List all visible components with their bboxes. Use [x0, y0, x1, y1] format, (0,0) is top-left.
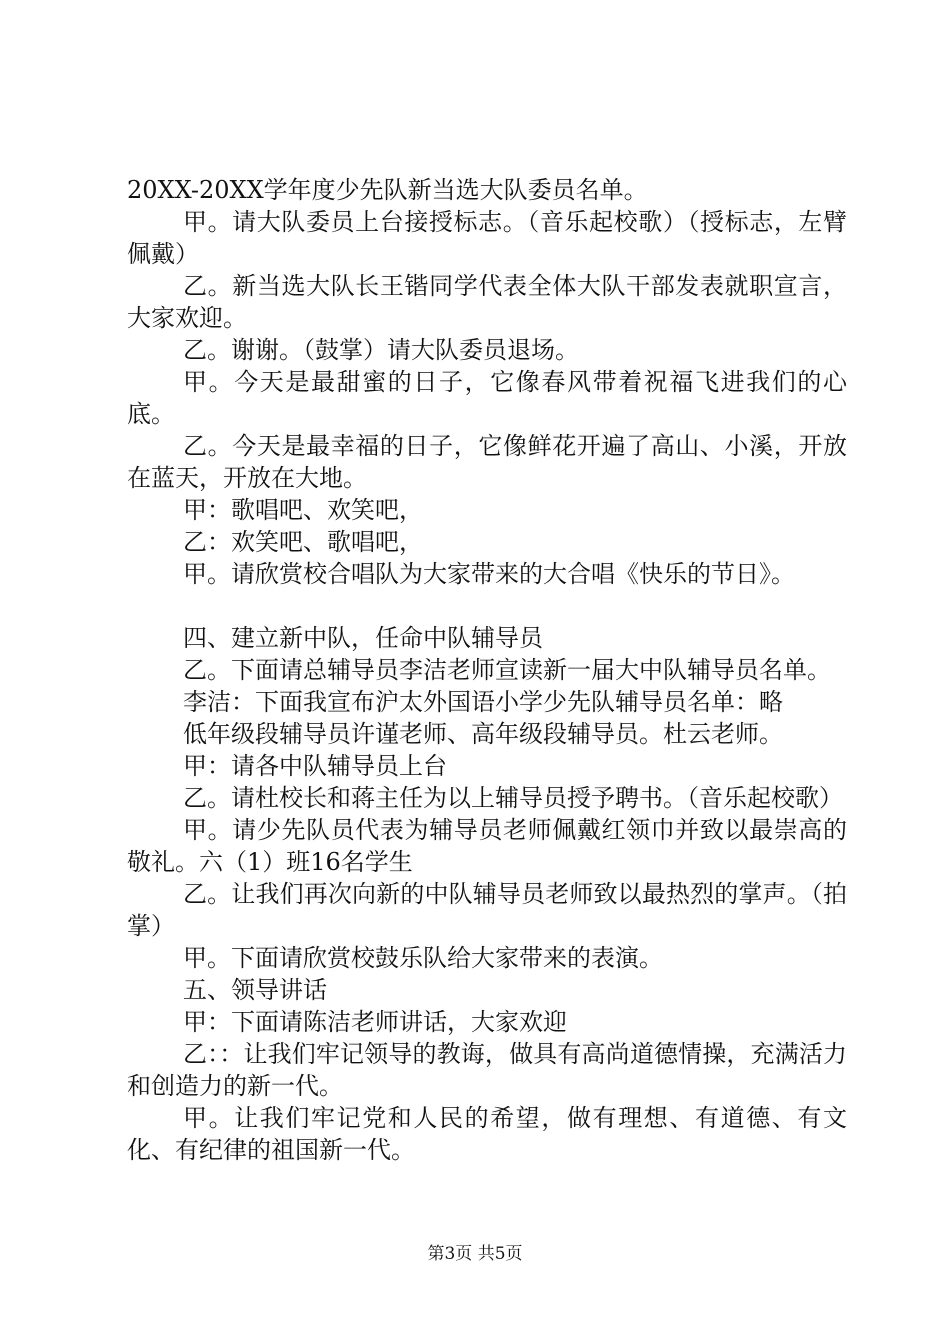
document-body [127, 174, 847, 1166]
paragraph: 乙。新当选大队长王锴同学代表全体大队干部发表就职宣言，大家欢迎。 [127, 272, 847, 332]
paragraph: 低年级段辅导员许谨老师、高年级段辅导员。杜云老师。 [183, 720, 783, 748]
paragraph: 甲。今天是最甜蜜的日子，它像春风带着祝福飞进我们的心底。 [127, 368, 847, 428]
paragraph: 20XX-20XX学年度少先队新当选大队委员名单。 [127, 176, 648, 204]
paragraph: 乙：欢笑吧、歌唱吧， [183, 528, 423, 556]
paragraph: 乙。让我们再次向新的中队辅导员老师致以最热烈的掌声。（拍掌） [127, 880, 847, 940]
page-number-footer: 第3页 共5页 [427, 1244, 523, 1264]
paragraph: 乙：：让我们牢记领导的教诲，做具有高尚道德情操，充满活力和创造力的新一代。 [127, 1040, 847, 1100]
section-heading: 四、建立新中队，任命中队辅导员 [183, 624, 543, 652]
section-heading: 五、领导讲话 [183, 976, 327, 1004]
paragraph: 乙。请杜校长和蒋主任为以上辅导员授予聘书。（音乐起校歌） [183, 784, 843, 812]
paragraph: 甲。让我们牢记党和人民的希望，做有理想、有道德、有文化、有纪律的祖国新一代。 [127, 1104, 847, 1164]
paragraph: 乙。今天是最幸福的日子，它像鲜花开遍了高山、小溪，开放在蓝天，开放在大地。 [127, 432, 847, 492]
paragraph: 甲。请大队委员上台接授标志。（音乐起校歌）（授标志，左臂佩戴） [127, 208, 847, 268]
paragraph: 甲：请各中队辅导员上台 [183, 752, 447, 780]
paragraph: 甲。请少先队员代表为辅导员老师佩戴红领巾并致以最崇高的敬礼。六（1）班16名学生 [127, 816, 847, 876]
paragraph: 甲。下面请欣赏校鼓乐队给大家带来的表演。 [183, 944, 663, 972]
paragraph: 甲。请欣赏校合唱队为大家带来的大合唱《快乐的节日》。 [183, 560, 795, 588]
paragraph: 甲：下面请陈洁老师讲话，大家欢迎 [183, 1008, 567, 1036]
paragraph: 乙。下面请总辅导员李洁老师宣读新一届大中队辅导员名单。 [183, 656, 831, 684]
paragraph: 乙。谢谢。（鼓掌）请大队委员退场。 [183, 336, 579, 364]
paragraph: 甲：歌唱吧、欢笑吧， [183, 496, 423, 524]
paragraph: 李洁：下面我宣布沪太外国语小学少先队辅导员名单：略 [183, 688, 783, 716]
